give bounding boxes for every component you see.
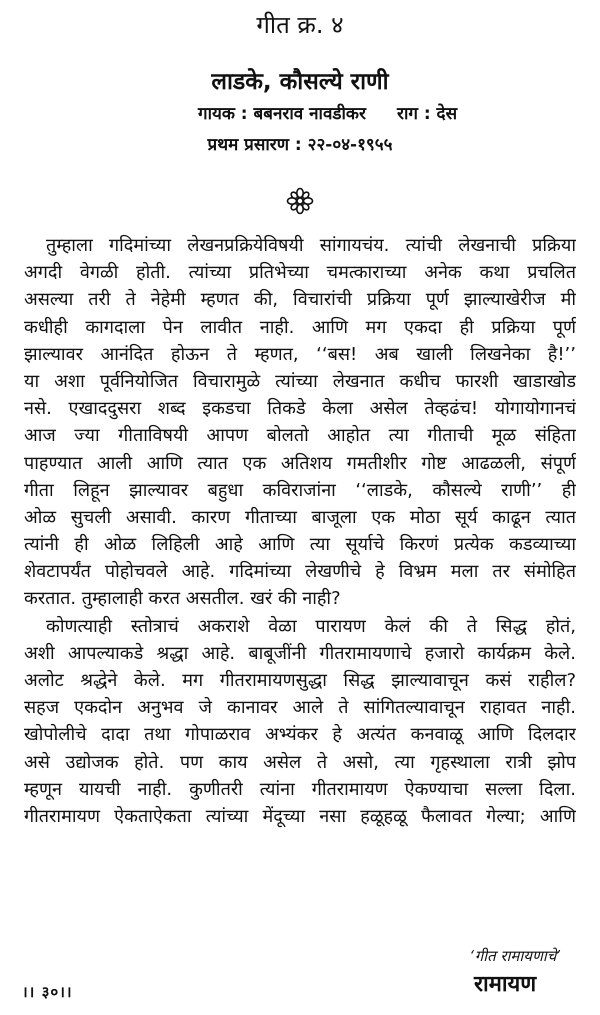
body-line: म्हणून यायची नाही. कुणीतरी त्यांना गीतरामायण ऐकण्याचा सल्ला दिला.	[24, 778, 576, 800]
floral-ornament-icon	[285, 186, 315, 216]
song-title: लाडके, कौसल्ये राणी	[211, 69, 389, 95]
body-line: आज ज्या गीताविषयी आपण बोलतो आहोत त्या गीताची मूळ संहिता	[24, 425, 576, 447]
body-line: गीतरामायण ऐकताऐकता त्यांच्या मेंदूच्या नसा हळूहळू फैलावत गेल्या; आणि	[24, 805, 576, 827]
body-line: ओळ सुचली असावी. कारण गीताच्या बाजूला एक मोठा सूर्य काढून त्यात	[24, 506, 576, 528]
body-line: शेवटापर्यंत पोहोचवले आहे. गदिमांच्या लेखणीचे हे विभ्रम मला तर संमोहित	[24, 561, 576, 583]
body-line: अलोट श्रद्धेने केले. मग गीतरामायणसुद्धा सिद्ध झाल्यावाचून कसं राहील?	[24, 670, 576, 691]
body-line: कधीही कागदाला पेन लावीत नाही. आणि मग एकदा ही प्रक्रिया पूर्ण	[24, 316, 576, 338]
singer-credit: गायक : बबनराव नावडीकर	[198, 104, 366, 124]
first-broadcast-date: प्रथम प्रसारण : २२-०४-१९५५	[207, 135, 393, 155]
body-line: नसे. एखाददुसरा शब्द इकडचा तिकडे केला असेल तेव्हढंच! योगायोगानचं	[24, 398, 576, 420]
body-line: करतात. तुम्हालाही करत असतील. खरं की नाही?	[24, 588, 341, 610]
raag-credit: राग : देस	[397, 104, 458, 124]
body-line: खोपोलीचे दादा तथा गोपाळराव अभ्यंकर हे अत्यंत कनवाळू आणि दिलदार	[24, 724, 576, 746]
body-line: गीता लिहून झाल्यावर बहुधा कविराजांना ‘‘लाडके, कौसल्ये राणी’’ ही	[24, 479, 576, 501]
body-line: सहज एकदोन अनुभव जे कानावर आले ते सांगितल्यावाचून राहावत नाही.	[24, 697, 576, 719]
body-line: असल्या तरी ते नेहेमी म्हणत की, विचारांची प्रक्रिया पूर्ण झाल्याखेरीज मी	[24, 289, 576, 311]
body-line: या अशा पूर्वनियोजित विचारामुळे त्यांच्या लेखनात कधीच फारशी खाडाखोड	[24, 370, 576, 392]
article-body	[24, 232, 576, 830]
body-line: अशी आपल्याकडे श्रद्धा आहे. बाबूजींनी गीतरामायणाचे हजारो कार्यक्रम केले.	[24, 642, 576, 664]
body-line: त्यांनी ही ओळ लिहिली आहे आणि त्या सूर्याचे किरणं प्रत्येक कडव्याच्या	[24, 534, 576, 556]
song-number: गीत क्र. ४	[256, 11, 344, 39]
body-line: कोणत्याही स्तोत्राचं अकराशे वेळा पारायण केलं की ते सिद्ध होतं,	[46, 615, 576, 637]
body-line: झाल्यावर आनंदित होऊन ते म्हणत, ‘‘बस! अब खाली लिखनेका है!’’	[24, 343, 576, 365]
body-line: असे उद्योजक होते. पण काय असेल ते असो, त्या गृहस्थाला रात्री झोप	[24, 751, 576, 773]
page-number: ।। ३०।।	[22, 983, 73, 1001]
body-line: पाहण्यात आली आणि त्यात एक अतिशय गमतीशीर गोष्ट आढळली, संपूर्ण	[24, 452, 576, 474]
series-title: रामायण	[474, 972, 537, 997]
series-label: ‘गीत रामायणाचे’	[470, 947, 562, 965]
body-line: अगदी वेगळी होती. त्यांच्या प्रतिभेच्या चमत्काराच्या अनेक कथा प्रचलित	[24, 262, 576, 284]
body-line: तुम्हाला गदिमांच्या लेखनप्रक्रियेविषयी सांगायचंय. त्यांची लेखनाची प्रक्रिया	[46, 235, 576, 256]
